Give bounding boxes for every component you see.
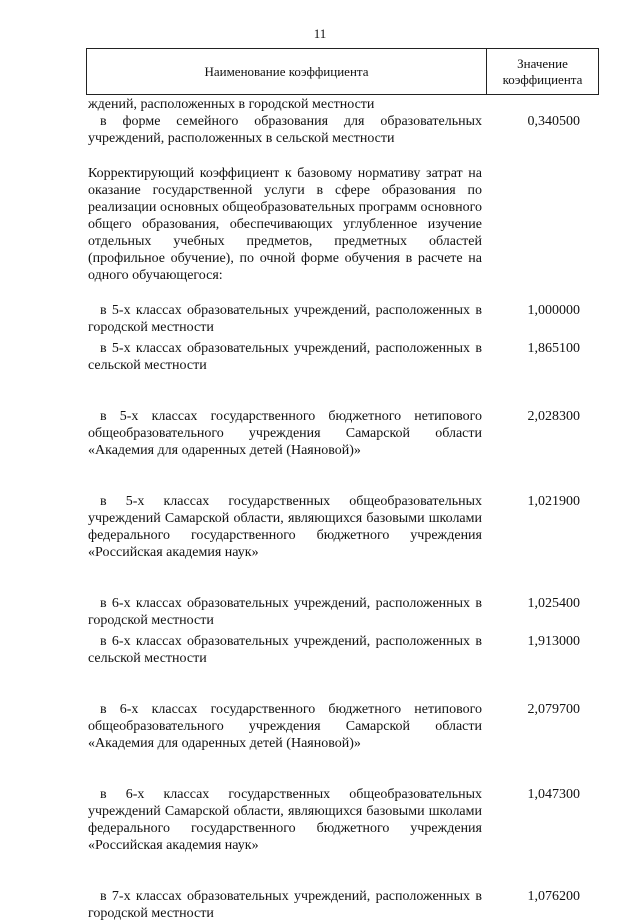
table-row	[88, 633, 598, 667]
row-value: 1,025400	[527, 596, 580, 611]
table-row	[88, 96, 598, 113]
row-text: в 5-х классах образовательных учреждений, расположенных в городской местности	[88, 303, 482, 335]
table-row	[88, 340, 598, 374]
row-text: ждений, расположенных в городской местности	[88, 97, 375, 112]
row-value: 2,028300	[527, 409, 580, 424]
row-text: в 6-х классах государственного бюджетного нетипового общеобразовательного учреждения Самарской области «Академия для одаренных детей (Наяновой)»	[88, 702, 482, 751]
table-row	[88, 786, 598, 854]
table-row	[88, 113, 598, 147]
row-text: в 5-х классах государственных общеобразовательных учреждений Самарской области, являющихся базовыми школами федерального государственного бюджетного учреждения «Российская академия наук»	[88, 494, 482, 560]
page-number: 11	[313, 26, 327, 41]
row-value: 1,047300	[527, 787, 580, 802]
row-value: 1,865100	[527, 341, 580, 356]
row-text: в 5-х классах образовательных учреждений, расположенных в сельской местности	[88, 341, 482, 373]
row-text: в 6-х классах образовательных учреждений, расположенных в городской местности	[88, 596, 482, 628]
row-value: 1,021900	[527, 494, 580, 509]
table-row	[88, 408, 598, 459]
row-value: 1,000000	[527, 303, 580, 318]
row-value	[482, 165, 598, 284]
header-name-column: Наименование коэффициента	[87, 49, 487, 94]
table-row	[88, 493, 598, 561]
table-row	[88, 595, 598, 629]
row-value: 0,340500	[527, 114, 580, 129]
row-text: в 5-х классах государственного бюджетного нетипового общеобразовательного учреждения Самарской области «Академия для одаренных детей (Наяновой)»	[88, 409, 482, 458]
table-row-section-heading	[88, 165, 598, 284]
table-row	[88, 888, 598, 922]
table-body	[88, 96, 598, 922]
section-heading-text: Корректирующий коэффициент к базовому нормативу затрат на оказание государственной услуги в сфере образования по реализации основных общеобразовательных программ основного общего образования, обеспечивающих углубленное изучение отдельных учебных предметов, предметных областей (профильное обучение), по очной форме обучения в расчете на одного обучающегося:	[88, 166, 482, 283]
row-value: 1,913000	[527, 634, 580, 649]
row-value	[482, 96, 598, 113]
header-value-line1: Значение	[517, 55, 568, 71]
row-value: 1,076200	[527, 889, 580, 904]
header-value-column	[487, 49, 598, 94]
header-value-line2: коэффициента	[502, 71, 583, 87]
table-row	[88, 302, 598, 336]
row-value: 2,079700	[527, 702, 580, 717]
table-row	[88, 701, 598, 752]
row-text: в 7-х классах образовательных учреждений, расположенных в городской местности	[88, 889, 482, 921]
table-header	[86, 48, 599, 95]
row-text: в 6-х классах образовательных учреждений, расположенных в сельской местности	[88, 634, 482, 666]
row-text: в 6-х классах государственных общеобразовательных учреждений Самарской области, являющихся базовыми школами федерального государственного бюджетного учреждения «Российская академия наук»	[88, 787, 482, 853]
row-text: в форме семейного образования для образовательных учреждений, расположенных в сельской местности	[88, 114, 482, 146]
